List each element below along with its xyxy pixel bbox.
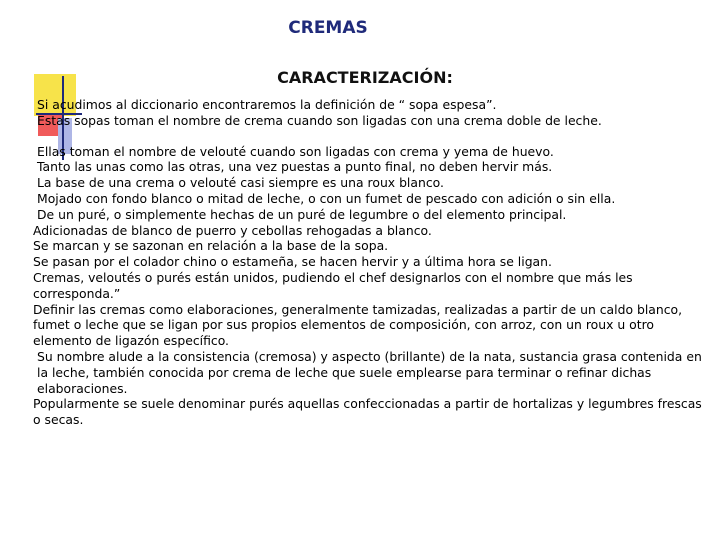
paragraph: Estas sopas toman el nombre de crema cuando son ligadas con una crema doble de leche. (37, 112, 602, 128)
paragraph: Tanto las unas como las otras, una vez puestas a punto final, no deben hervir más. (37, 159, 553, 175)
paragraph-gap (33, 129, 709, 144)
paragraph: Cremas, veloutés o purés están unidos, pudiendo el chef designarlos con el nombre que más les corresponda.” (33, 269, 633, 301)
paragraph: La base de una crema o velouté casi siempre es una roux blanco. (37, 175, 444, 191)
paragraph: Mojado con fondo blanco o mitad de leche, o con un fumet de pescado con adición o sin ella. (37, 190, 616, 206)
paragraph: Se pasan por el colador chino o estameña, se hacen hervir y a última hora se ligan. (33, 254, 552, 270)
paragraph: Se marcan y se sazonan en relación a la base de la sopa. (33, 238, 389, 254)
slide-body (33, 97, 709, 428)
slide-title: CREMAS (288, 18, 368, 38)
paragraph: Popularmente se suele denominar purés aquellas confeccionadas a partir de hortalizas y legumbres frescas o secas. (33, 396, 702, 428)
paragraph: Definir las cremas como elaboraciones, generalmente tamizadas, realizadas a partir de un caldo blanco, fumet o leche que se ligan por sus propios elementos de composición, con arroz, con un roux u otro elemento de ligazón específico. (33, 301, 683, 349)
section-heading: CARACTERIZACIÓN: (277, 68, 453, 87)
paragraph: De un puré, o simplemente hechas de un puré de legumbre o del elemento principal. (37, 206, 567, 222)
paragraph: Adicionadas de blanco de puerro y cebollas rehogadas a blanco. (33, 222, 432, 238)
paragraph: Su nombre alude a la consistencia (cremosa) y aspecto (brillante) de la nata, sustancia grasa contenida en la leche, también conocida por crema de leche que suele emplearse para terminar o refinar dichas elaboraciones. (37, 348, 702, 396)
paragraph: Ellas toman el nombre de velouté cuando son ligadas con crema y yema de huevo. (37, 143, 554, 159)
paragraph: Si acudimos al diccionario encontraremos la definición de “ sopa espesa”. (37, 97, 497, 112)
